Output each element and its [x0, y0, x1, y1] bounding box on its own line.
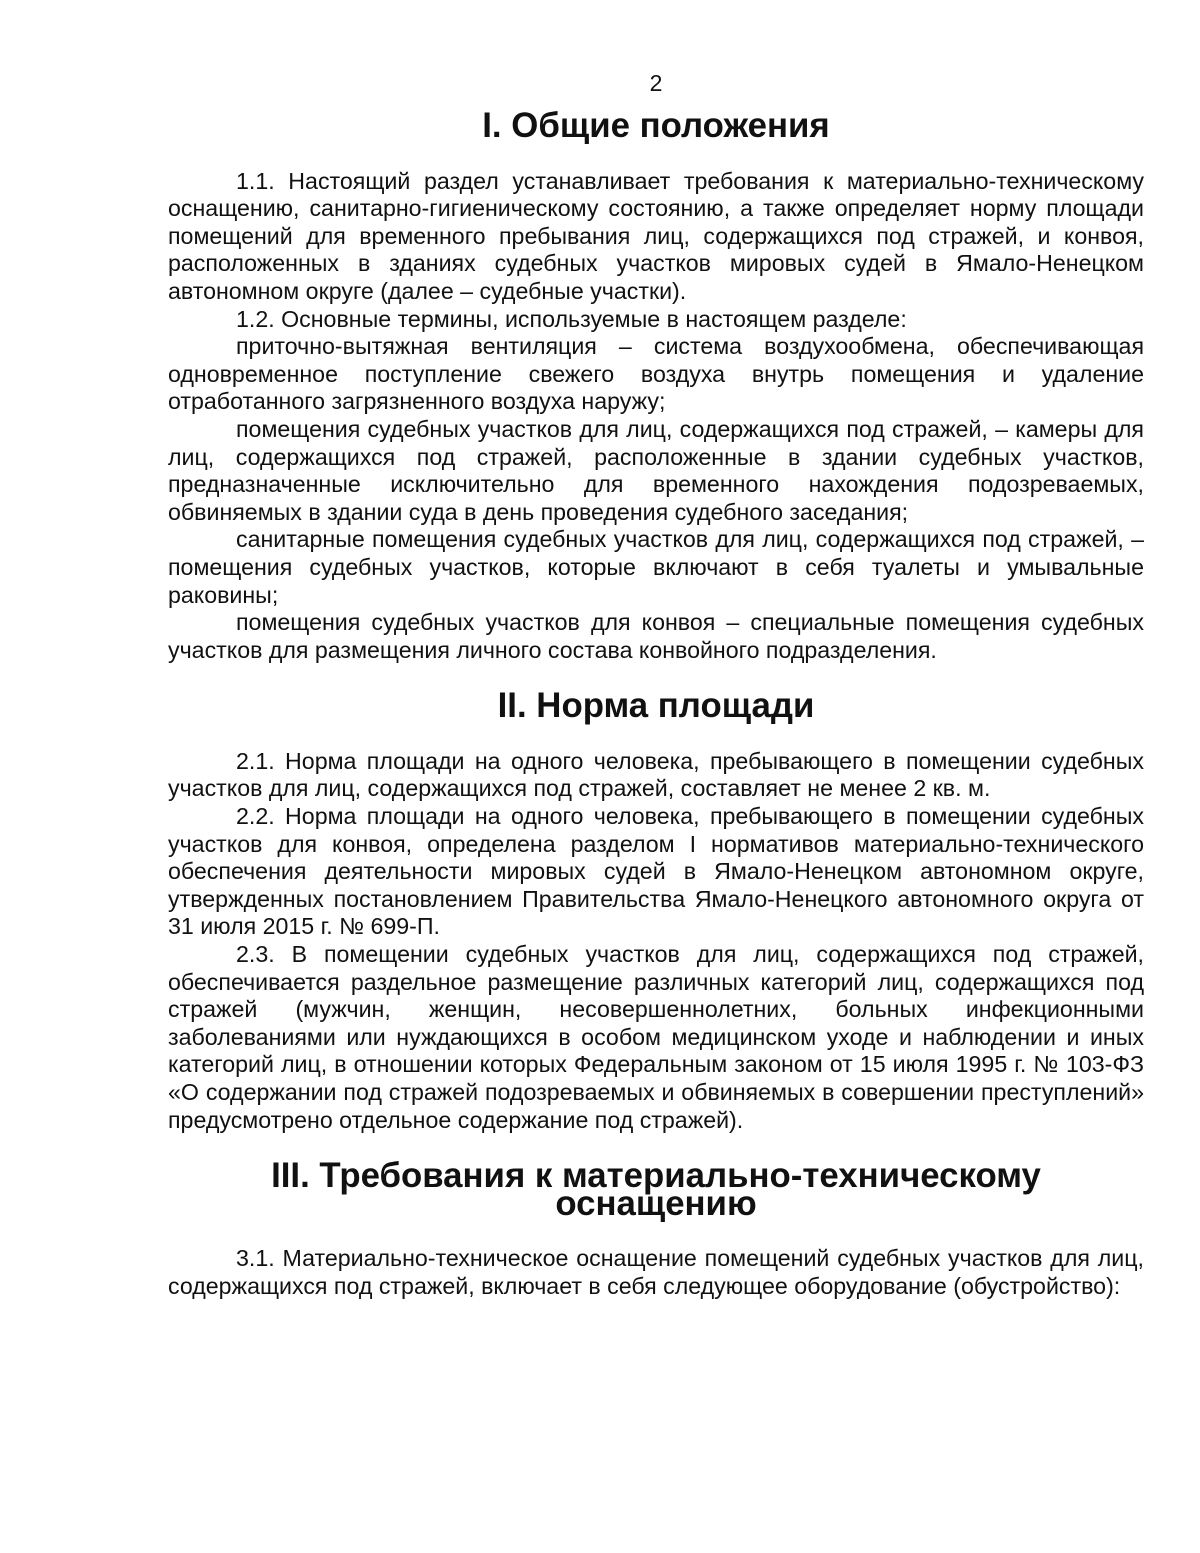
section-title: III. Требования к материально-техническому оснащению	[271, 1156, 1041, 1223]
term-sanitary-rooms: санитарные помещения судебных участков для лиц, содержащихся под стражей, – помещения судебных участков, которые включают в себя туалеты и умывальные раковины;	[168, 526, 1144, 608]
paragraph-2-3: 2.3. В помещении судебных участков для лиц, содержащихся под стражей, обеспечивается раздельное размещение различных категорий лиц, содержащихся под стражей (мужчин, женщин, несовершеннолетних, больных инфекционными заболеваниями или нуждающихся в особом медицинском уходе и наблюдении и иных категорий лиц, в отношении которых Федеральным законом от 15 июля 1995 г. № 103-ФЗ «О содержании под стражей подозреваемых и обвиняемых в совершении преступлений» предусмотрено отдельное содержание под стражей).	[168, 941, 1144, 1133]
paragraph-2-2: 2.2. Норма площади на одного человека, пребывающего в помещении судебных участков для конвоя, определена разделом I нормативов материально-технического обеспечения деятельности мировых судей в Ямало-Ненецком автономном округе, утвержденных постановлением Правительства Ямало-Ненецкого автономного округа от 31 июля 2015 г. № 699-П.	[168, 803, 1144, 940]
page-number: 2	[649, 70, 663, 96]
section-title: II. Норма площади	[497, 686, 815, 726]
term-ventilation: приточно-вытяжная вентиляция – система воздухообмена, обеспечивающая одновременное поступление свежего воздуха внутрь помещения и удаление отработанного загрязненного воздуха наружу;	[168, 333, 1144, 415]
paragraph-3-1: 3.1. Материально-техническое оснащение помещений судебных участков для лиц, содержащихся под стражей, включает в себя следующее оборудование (обустройство):	[168, 1245, 1144, 1299]
section-title: I. Общие положения	[482, 106, 830, 145]
paragraph-1-2: 1.2. Основные термины, используемые в настоящем разделе:	[236, 305, 907, 332]
paragraph-1-1: 1.1. Настоящий раздел устанавливает требования к материально-техническому оснащению, санитарно-гигиеническому состоянию, а также определяет норму площади помещений для временного пребывания лиц, содержащихся под стражей, и конвоя, расположенных в зданиях судебных участков мировых судей в Ямало-Ненецком автономном округе (далее – судебные участки).	[168, 167, 1144, 304]
section-2	[168, 686, 1144, 1134]
paragraph-2-1: 2.1. Норма площади на одного человека, пребывающего в помещении судебных участков для лиц, содержащихся под стражей, составляет не менее 2 кв. м.	[168, 747, 1144, 802]
term-detention-rooms: помещения судебных участков для лиц, содержащихся под стражей, – камеры для лиц, содержащихся под стражей, расположенные в здании судебных участков, предназначенные исключительно для временного нахождения подозреваемых, обвиняемых в здании суда в день проведения судебного заседания;	[168, 415, 1144, 525]
section-3	[168, 1156, 1144, 1300]
term-convoy-rooms: помещения судебных участков для конвоя – специальные помещения судебных участков для размещения личного состава конвойного подразделения.	[168, 609, 1144, 663]
document-page	[168, 68, 1144, 1301]
section-1	[168, 106, 1144, 664]
